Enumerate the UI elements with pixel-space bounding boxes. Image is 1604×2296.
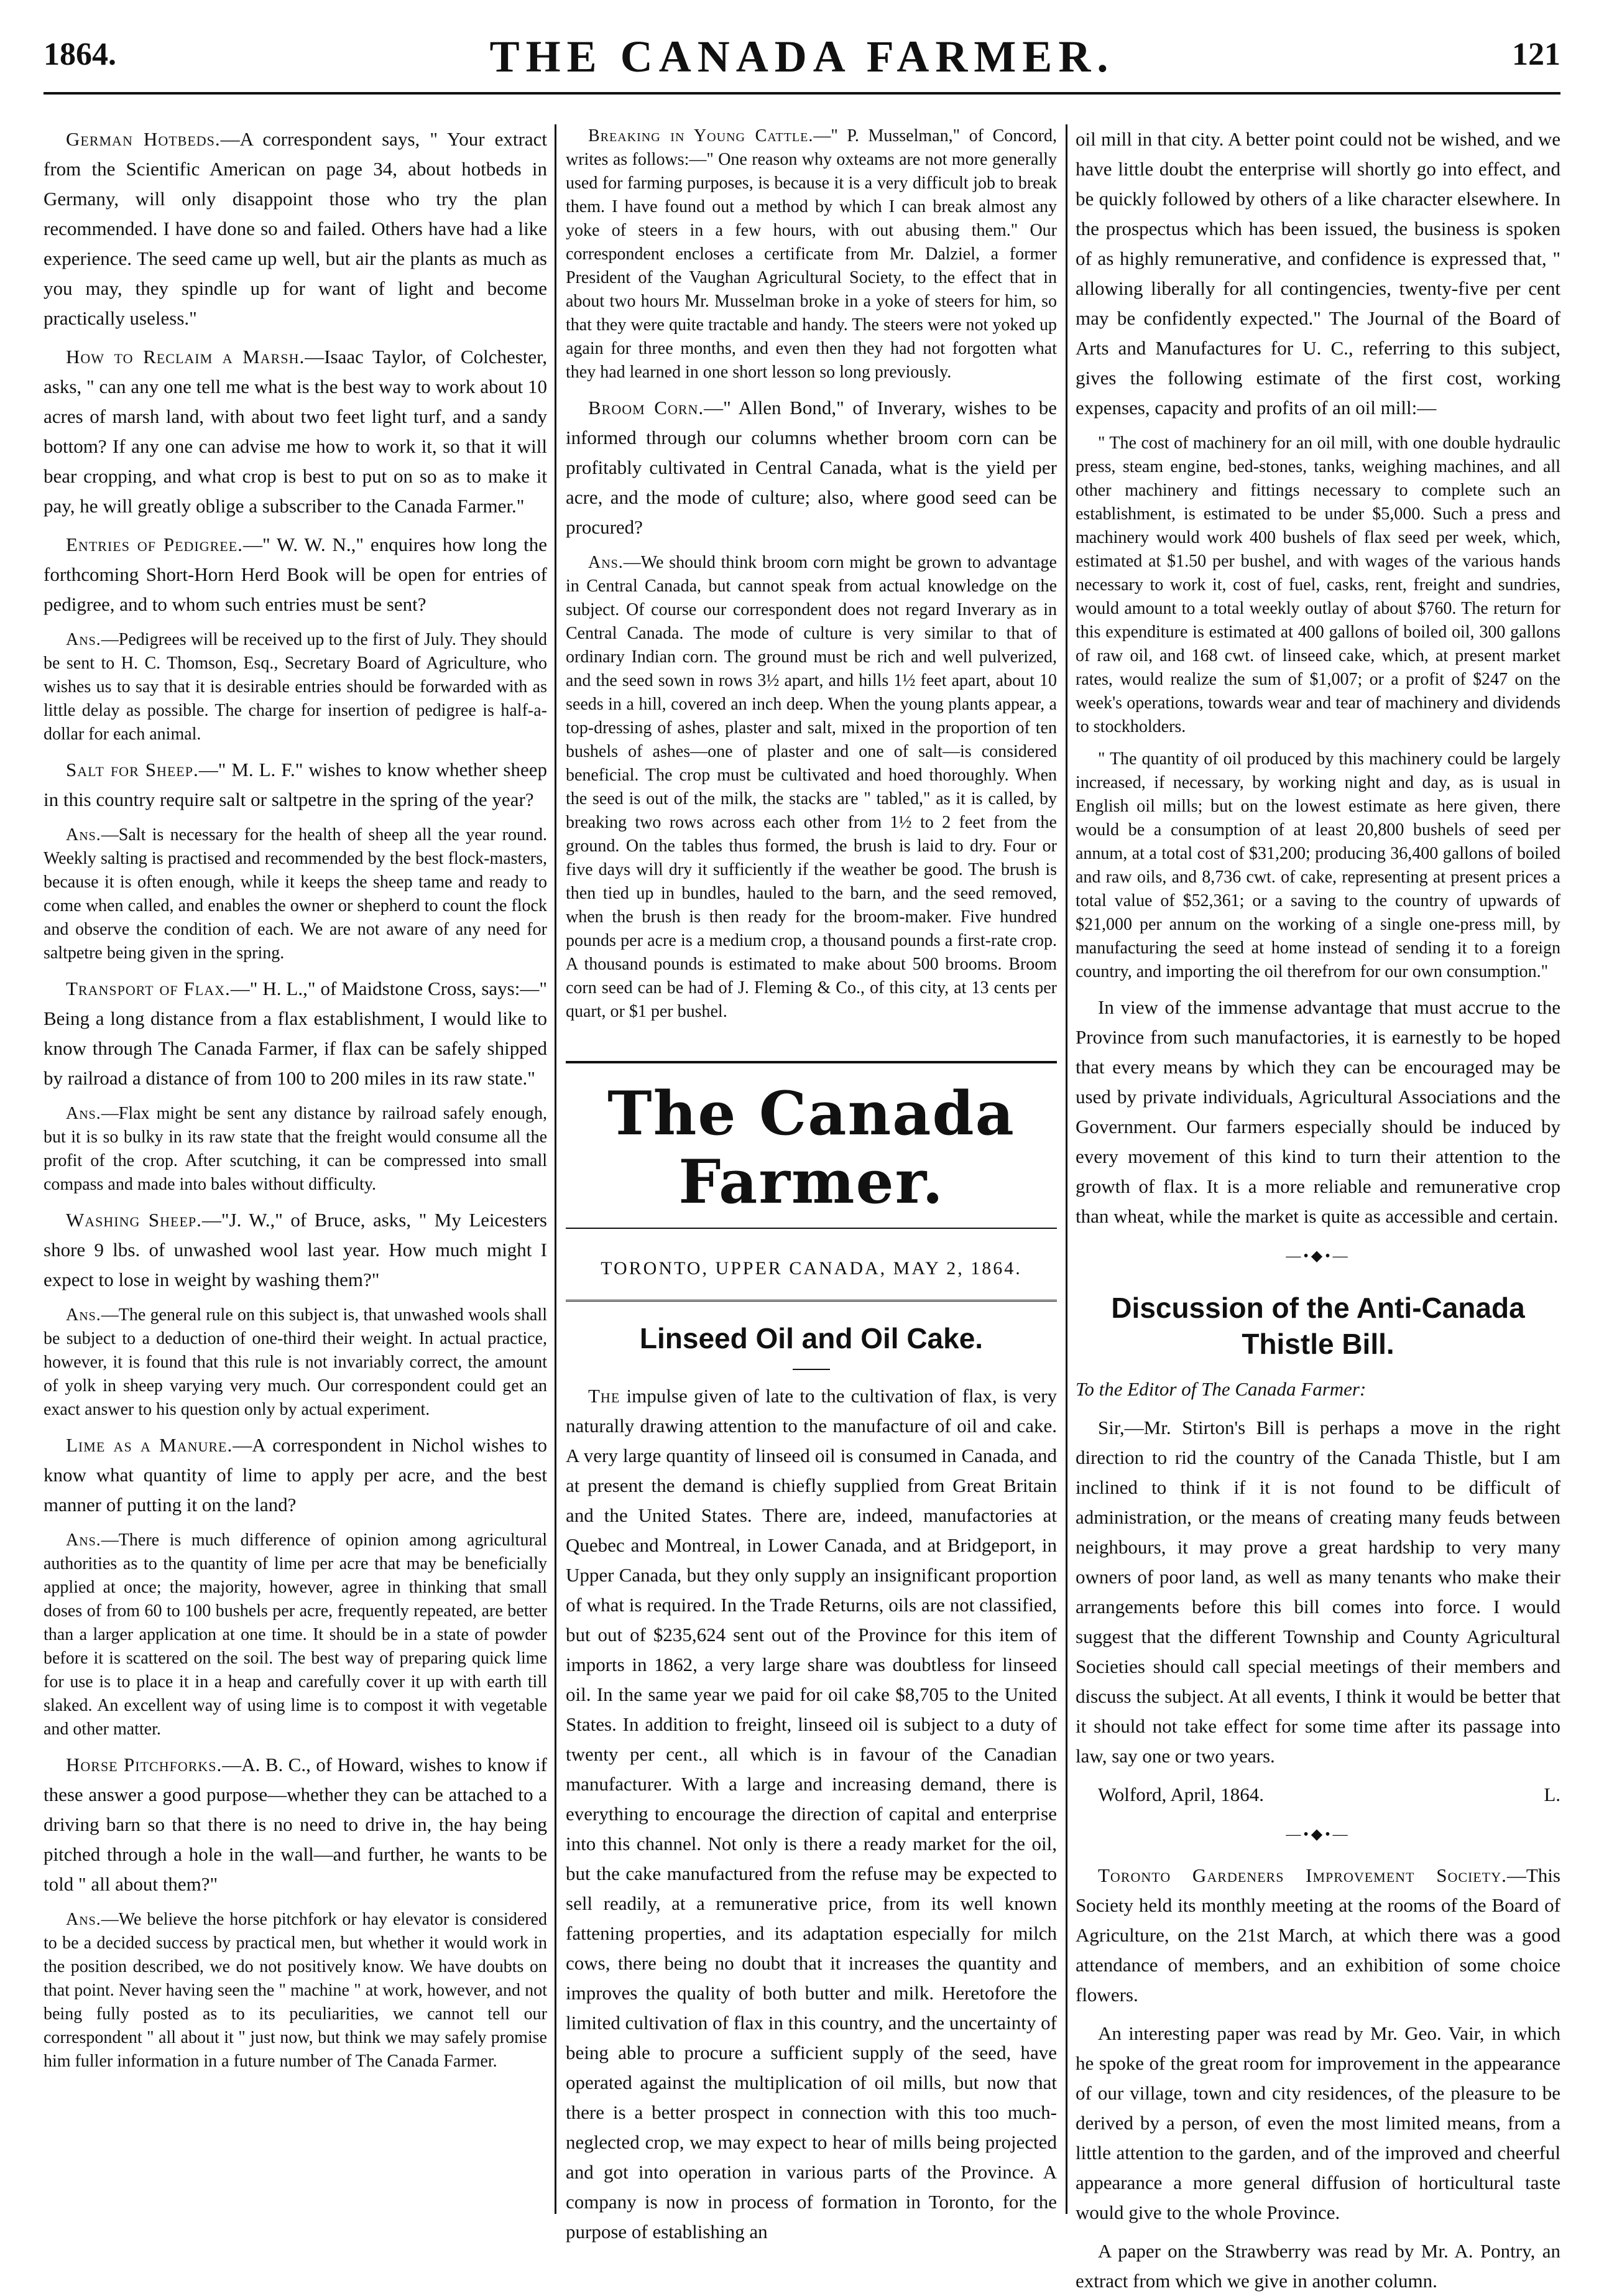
letter-body: Sir,—Mr. Stirton's Bill is perhaps a move in the right direction to rid the country of the Canada Thistle, but I am inclined to think if it is not found to be difficult of administration, or the means of creating many feuds between neighbours, it may prove a great hardship to very many owners of poor land, as well as many tenants who make their arrangements before this bill comes into force. I would suggest that the different Township and County Agricultural Societies should call special meetings of their members and discuss the subject. At all events, I think it would be better that it should not take effect for some time after its passage into law, say one or two years. xyxy=(1076,1417,1560,1767)
answer-paragraph: Ans.—The general rule on this subject is, that unwashed wools shall be subject to a deduction of one-third their weight. In actual practice, however, it is found that this rule is not invariably correct, the amount of yolk in sheep varying very much. Our correspondent could get an exact answer to his question only by actual experiment. xyxy=(44,1305,547,1419)
column-divider xyxy=(1066,124,1067,2214)
answer-paragraph: Ans.—We should think broom corn might be grown to advantage in Central Canada, but cannot speak from actual knowledge on the subject. Of course our correspondent does not regard Inverary as in Central Canada. The mode of culture is very similar to that of ordinary Indian corn. The ground must be rich and well pulverized, and the seed sown in rows 3½ apart, and hills 1½ feet apart, about 10 seeds in a hill, covered an inch deep. When the young plants appear, a top-dressing of ashes, plaster and salt, mixed in the proportion of ten bushels of ashes—one of plaster and one of salt—is considered beneficial. The crop must be cultivated and hoed thoroughly. When the seed is out of the milk, the stacks are " tabled," as it is called, by breaking two rows across each other from 1½ to 2 feet from the ground. On the tables thus formed, the brush is laid to dry. Four or five days will dry it sufficiently if the weather be good. The brush is then tied up in bundles, hauled to the barn, and the seed removed, when the brush is then ready for the broom-maker. Five hundred pounds per acre is a medium crop, a thousand pounds a first-rate crop. A thousand pounds is estimated to make about 500 brooms. Broom corn seed can be had of J. Fleming & Co., of this city, at 13 cents per quart, or $1 per bushel. xyxy=(566,553,1057,1021)
article-lead: Entries of Pedigree. xyxy=(66,534,243,555)
article-paragraph: Breaking in Young Cattle.—" P. Musselman," of Concord, writes as follows:—" One reason why oxteams are not more generally used for farming purposes, is because it is a very difficult job to break them. I have found out a method by which I can break almost any yoke of steers in a few hours, with out abusing them." Our correspondent encloses a certificate from Mr. Dalziel, a former President of the Vaughan Agricultural Society, to the effect that in about two hours Mr. Musselman broke in a yoke of steers for him, so that they were quite tractable and handy. The steers were not yoked up again for three months, and even then they had not forgotten what they had learned in one short lesson so long previously. xyxy=(566,126,1057,382)
ornamental-divider: —•◆•— xyxy=(1286,1826,1350,1843)
article-paragraph: Transport of Flax.—" H. L.," of Maidstone Cross, says:—" Being a long distance from a flax establishment, I would like to know through The Canada Farmer, if flax can be safely shipped by railroad a distance of from 100 to 200 miles in its raw state." xyxy=(44,978,547,1089)
article-lead: Broom Corn. xyxy=(588,397,704,419)
column-divider xyxy=(555,124,556,2214)
answer-paragraph: Ans.—Salt is necessary for the health of sheep all the year round. Weekly salting is practised and recommended by the best flock-masters, because it is often enough, while it keeps the sheep tame and ready to come when called, and enables the owner or shepherd to count the flock and observe the condition of each. We are not aware of any need for saltpetre being given in the spring. xyxy=(44,825,547,963)
article-paragraph: How to Reclaim a Marsh.—Isaac Taylor, of Colchester, asks, " can any one tell me what is the best way to work about 10 acres of marsh land, with about two feet light turf, and a sandy bottom? If any one can advise me how to work it, so that it will bear cropping, and what crop is best to put on so as to make it pay, he will greatly oblige a subscriber to the Canada Farmer." xyxy=(44,346,547,517)
answer-lead: Ans. xyxy=(66,1104,101,1123)
article-paragraph: An interesting paper was read by Mr. Geo. Vair, in which he spoke of the great room for improvement in the appearance of our village, town and city residences, of the pleasure to be derived by a person, of even the most limited means, from a little attention to the garden, and of the improved and cheerful appearance a more general diffusion of horticultural taste would give to the whole Province. xyxy=(1076,2022,1560,2223)
letter-signature: Wolford, April, 1864. L. xyxy=(1098,1784,1560,1805)
quoted-paragraph: " The cost of machinery for an oil mill, with one double hydraulic press, steam engine, bed-stones, tanks, weighing machines, and all other machinery and fittings necessary to complete such an establishment, is estimated to be under $5,000. Such a press and machinery would work 400 bushels of flax seed per week, which, estimated at $1.50 per bushel, and with wages of the various hands necessary to work it, cost of fuel, casks, rent, freight and sundries, would amount to a total weekly outlay of about $760. The return for this expenditure is estimated at 400 gallons of boiled oil, 300 gallons of raw oil, and 168 cwt. of linseed cake, which, at present market rates, would realize the sum of $1,007; or a profit of $247 on the week's operations, towards wear and tear of machinery and dividends to stockholders. xyxy=(1076,433,1560,736)
article-paragraph: Lime as a Manure.—A correspondent in Nichol wishes to know what quantity of lime to apply per acre, and the best manner of putting it on the land? xyxy=(44,1434,547,1516)
header-rule xyxy=(44,92,1560,95)
article-lead: Horse Pitchforks. xyxy=(66,1754,223,1775)
article-lead: Lime as a Manure. xyxy=(66,1434,233,1456)
article-paragraph: Washing Sheep.—"J. W.," of Bruce, asks, " My Leicesters shore 9 lbs. of unwashed wool last year. How much might I expect to lose in weight by washing them?" xyxy=(44,1209,547,1290)
answer-lead: Ans. xyxy=(66,1530,101,1550)
article-paragraph: oil mill in that city. A better point could not be wished, and we have little doubt the enterprise will shortly go into effect, and be quickly followed by others of a like character elsewhere. In the prospectus which has been issued, the business is spoken of as highly remunerative, and confidence is expressed that, " allowing liberally for all contingencies, twenty-five per cent may be confidently expected." The Journal of the Board of Arts and Manufactures for U. C., referring to this subject, gives the following estimate of the first cost, working expenses, capacity and profits of an oil mill:— xyxy=(1076,128,1560,419)
article-paragraph: Entries of Pedigree.—" W. W. N.," enquires how long the forthcoming Short-Horn Herd Book will be open for entries of pedigree, and to whom such entries must be sent? xyxy=(44,534,548,615)
article-paragraph: Horse Pitchforks.—A. B. C., of Howard, wishes to know if these answer a good purpose—whether they can be attached to a driving barn so that there is no need to drive in, the hay being pitched through a hole in the wall—and further, he wants to be told " all about them?" xyxy=(44,1754,547,1895)
answer-paragraph: Ans.—We believe the horse pitchfork or hay elevator is considered to be a decided success by practical men, but whether it would work in the position described, we do not positively know. We have doubts on that point. Never having seen the " machine " at work, however, and not being fully posted as to its peculiarities, we cannot tell our correspondent " all about it " just now, but think we may safely promise him fuller information in a future number of The Canada Farmer. xyxy=(44,1910,547,2071)
article-headline: Linseed Oil and Oil Cake. xyxy=(639,1322,984,1354)
answer-lead: Ans. xyxy=(66,1910,101,1929)
article-lead: Toronto Gardeners Improvement Society. xyxy=(1098,1864,1507,1886)
column-2 xyxy=(566,124,1057,2243)
headline-rule xyxy=(793,1369,830,1370)
column-3 xyxy=(1076,124,1560,2292)
answer-paragraph: Ans.—Flax might be sent any distance by railroad safely enough, but it is so bulky in its raw state that the freight would consume all the profit of the crop. After scutching, it can be compressed into small compass and made into bales without difficulty. xyxy=(44,1104,547,1194)
article-paragraph: In view of the immense advantage that must accrue to the Province from such manufactories, it is earnestly to be hoped that every means by which they can be encouraged may be used by private individuals, Agricultural Associations and the Government. Our farmers especially should be induced by every movement of this kind to turn their attention to the growth of flax. It is a more reliable and remunerative crop than wheat, while the market is quite as accessible and certain. xyxy=(1076,996,1560,1227)
article-headline: Discussion of the Anti-Canada Thistle Bill. xyxy=(1111,1292,1525,1360)
article-paragraph: German Hotbeds.—A correspondent says, " Your extract from the Scientific American on page 34, about hotbeds in Germany, will only disappoint those who try the plan recommended. I have done so and failed. Others have had a like experience. The seed came up well, but air the plants as much as you may, they spindle up for want of light and become practically useless." xyxy=(44,128,547,329)
masthead xyxy=(566,1061,1057,1229)
answer-lead: Ans. xyxy=(66,1305,101,1325)
article-lead: Washing Sheep. xyxy=(66,1209,202,1231)
article-lead: How to Reclaim a Marsh. xyxy=(66,346,305,368)
header-year: 1864. xyxy=(44,37,116,72)
answer-lead: Ans. xyxy=(588,553,624,572)
ornamental-divider: —•◆•— xyxy=(1286,1248,1350,1264)
dateline: TORONTO, UPPER CANADA, MAY 2, 1864. xyxy=(566,1238,1057,1302)
article-lead: The xyxy=(588,1385,620,1407)
column-1 xyxy=(44,124,547,2220)
answer-lead: Ans. xyxy=(66,630,101,649)
page-number: 121 xyxy=(1512,37,1560,72)
article-paragraph: Salt for Sheep.—" M. L. F." wishes to know whether sheep in this country require salt or saltpetre in the spring of the year? xyxy=(44,759,547,810)
article-lead: Breaking in Young Cattle. xyxy=(588,126,814,146)
article-paragraph: Broom Corn.—" Allen Bond," of Inverary, wishes to be informed through our columns whether broom corn can be profitably cultivated in Central Canada, what is the yield per acre, and the mode of culture; also, where good seed can be procured? xyxy=(566,397,1057,538)
masthead-nameplate: The Canada Farmer. xyxy=(607,1078,1015,1217)
newspaper-title: THE CANADA FARMER. xyxy=(489,32,1115,81)
answer-paragraph: Ans.—Pedigrees will be received up to the first of July. They should be sent to H. C. Thomson, Esq., Secretary Board of Agriculture, who wishes us to say that it is desirable entries should be forwarded with as little delay as possible. The charge for insertion of pedigree is half-a-dollar for each animal. xyxy=(44,630,547,744)
article-paragraph: Toronto Gardeners Improvement Society.—This Society held its monthly meeting at the rooms of the Board of Agriculture, on the 21st March, at which there was a good attendance of members, and an exhibition of some choice flowers. xyxy=(1076,1864,1560,2006)
article-paragraph: The impulse given of late to the cultivation of flax, is very naturally drawing attention to the manufacture of oil and cake. A very large quantity of linseed oil is consumed in Canada, and at present the demand is chiefly supplied from Great Britain and the United States. There are, indeed, manufactories at Quebec and Montreal, in Lower Canada, and at Bridgeport, in Upper Canada, but they only supply an insignificant proportion of what is required. In the Trade Returns, oils are not classified, but out of $235,624 sent out of the Province for this item of imports in 1862, a very large share was doubtless for linseed oil. In the same year we paid for oil cake $8,705 to the United States. In addition to freight, linseed oil is subject to a duty of twenty per cent., all which is in favour of the Canadian manufacturer. With a large and increasing demand, there is everything to encourage the direction of capital and enterprise into this channel. Not only is there a ready market for the oil, but the cake manufactured from the refuse may be expected to sell readily, at a remunerative price, from its well known fattening properties, and its adaptation especially for milch cows, there being no doubt that it increases the quantity and improves the quality of both butter and milk. Heretofore the limited cultivation of flax in this country, and the uncertainty of being able to procure a sufficient supply of the seed, have operated against the multiplication of oil mills, but now that there is a better prospect in connection with this too much-neglected crop, we may expect to hear of mills being projected and got into operation in various parts of the Province. A company is now in process of formation in Toronto, for the purpose of establishing an xyxy=(566,1385,1057,2243)
article-lead: Transport of Flax. xyxy=(66,978,231,999)
article-lead: Salt for Sheep. xyxy=(66,759,199,780)
page-header xyxy=(44,25,1560,112)
article-paragraph: A paper on the Strawberry was read by Mr. A. Pontry, an extract from which we give in another column. xyxy=(1076,2240,1560,2292)
article-lead: German Hotbeds. xyxy=(66,128,221,150)
letter-salutation: To the Editor of The Canada Farmer: xyxy=(1076,1378,1367,1400)
quoted-paragraph: " The quantity of oil produced by this machinery could be largely increased, if necessary, by working night and day, as is usual in English oil mills; but on the lowest estimate as here given, there would be a consumption of at least 20,800 bushels of seed per annum, at a total cost of $31,200; producing 36,400 gallons of boiled and raw oils, and 8,736 cwt. of cake, representing at present prices a total value of $52,361; or a saving to the country of upwards of $21,000 per annum on the working of a single one-press mill, by manufacturing the seed at home instead of sending it to a foreign country, and importing the oil therefrom for our own consumption." xyxy=(1076,749,1560,981)
answer-paragraph: Ans.—There is much difference of opinion among agricultural authorities as to the quantity of lime per acre that may be beneficially applied at once; the majority, however, agree in thinking that small doses of from 60 to 100 bushels per acre, frequently repeated, are better than a larger application at one time. It should be in a state of powder before it is scattered on the soil. The best way of preparing quick lime for use is to place it in a heap and carefully cover it up with earth till slaked. An excellent way of using lime is to compost it with vegetable and other matter. xyxy=(44,1530,547,1739)
answer-lead: Ans. xyxy=(66,825,101,845)
